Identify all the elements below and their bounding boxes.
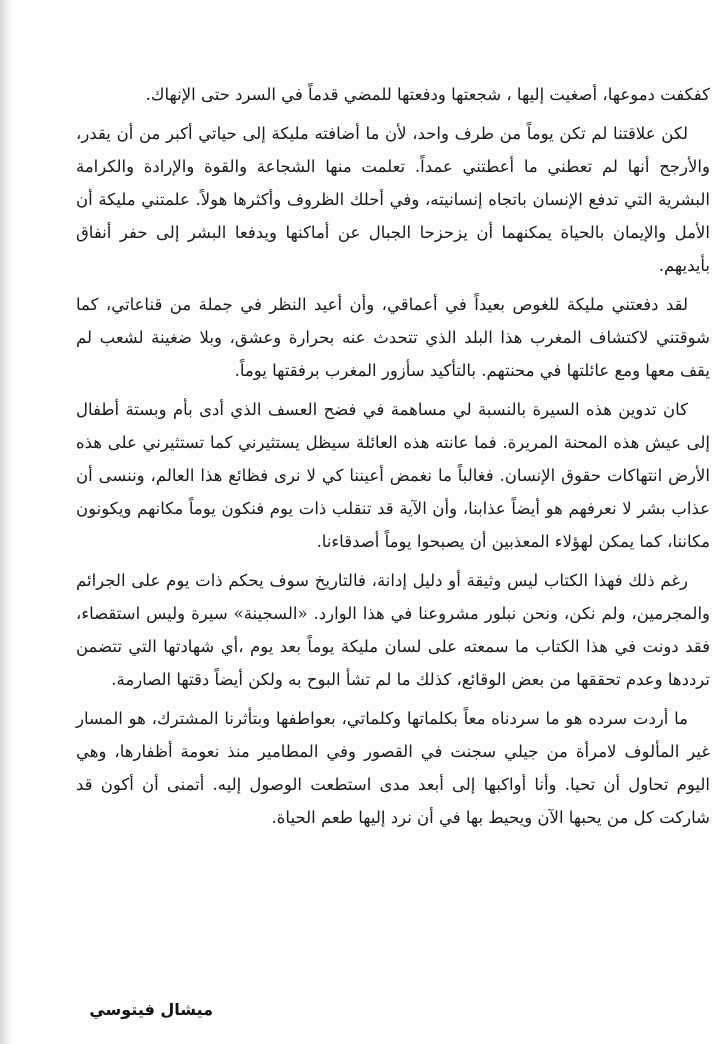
paragraph-3: لقد دفعتني مليكة للغوص بعيداً في أعماقي، وأن أعيد النظر في جملة من قناعاتي، كما شوقتني لاكتشاف المغرب هذا البلد الذي تتحدث عنه بحرارة وعشق، وبلا ضغينة لشعب لم يقف معها ومع عائلتها في محنتهم. بالتأكيد سأزور المغرب برفقتها يوماً.: [76, 295, 710, 380]
page-gutter-shadow: [0, 0, 12, 1044]
author-signature: ميشال فيتوسي: [89, 1000, 213, 1019]
paragraph-4: كان تدوين هذه السيرة بالنسبة لي مساهمة في فضح العسف الذي أدى بأم وبستة أطفال إلى عيش هذه المحنة المريرة. فما عانته هذه العائلة سيظل يستثيرني كما تستثيرني على هذه الأرض انتهاكات حقوق الإنسان. فغالباً ما نغمض أعيننا كي لا نرى فظائع هذا العالم، وننسى أن عذاب بشر لا نعرفهم هو أيضاً عذابنا، وأن الآية قد تنقلب ذات يوم فنكون يوماً مكانهم ويكونون مكاننا، كما يمكن لهؤلاء المعذبين أن يصبحوا يوماً أصدقاءنا.: [76, 400, 710, 551]
paragraph-6: ما أردت سرده هو ما سردناه معاً بكلماتها وكلماتي، بعواطفها وبتأثرنا المشترك، هو المسار غير المألوف لامرأة من جيلي سجنت في القصور وفي المطامير منذ نعومة أظفارها، وهي اليوم تحاول أن تحيا. وأنا أواكبها إلى أبعد مدى استطعت الوصول إليه. أتمنى أن أكون قد شاركت كل من يحبها الآن ويحيط بها في أن نرد إليها طعم الحياة.: [76, 709, 710, 827]
paragraph-5: رغم ذلك فهذا الكتاب ليس وثيقة أو دليل إدانة، فالتاريخ سوف يحكم ذات يوم على الجرائم والمجرمين، ولم نكن، ونحن نبلور مشروعنا في هذا الوارد. «السجينة» سيرة وليس استقصاء، فقد دونت في هذا الكتاب ما سمعته على لسان مليكة يوماً بعد يوم ،أي شهادتها التي تتضمن ترددها وعدم تحققها من بعض الوقائع، كذلك ما لم تشأ البوح به ولكن أيضاً دقتها الصارمة.: [76, 571, 710, 689]
paragraph-2: لكن علاقتنا لم تكن يوماً من طرف واحد، لأن ما أضافته مليكة إلى حياتي أكبر من أن يقدر، والأرجح أنها لم تعطني ما أعطتني عمداً. تعلمت منها الشجاعة والقوة والإرادة والكرامة البشرية التي تدفع الإنسان باتجاه إنسانيته، وفي أحلك الظروف وأكثرها هولاً. علمتني مليكة أن الأمل والإيمان بالحياة يمكنهما أن يزحزحا الجبال عن أماكنها ويدفعا البشر إلى حفر أنفاق بأيديهم.: [76, 124, 710, 275]
body-text: [76, 78, 710, 840]
paragraph-1: كفكفت دموعها، أصغيت إليها ، شجعتها ودفعتها للمضي قدماً في السرد حتى الإنهاك.: [145, 85, 710, 104]
